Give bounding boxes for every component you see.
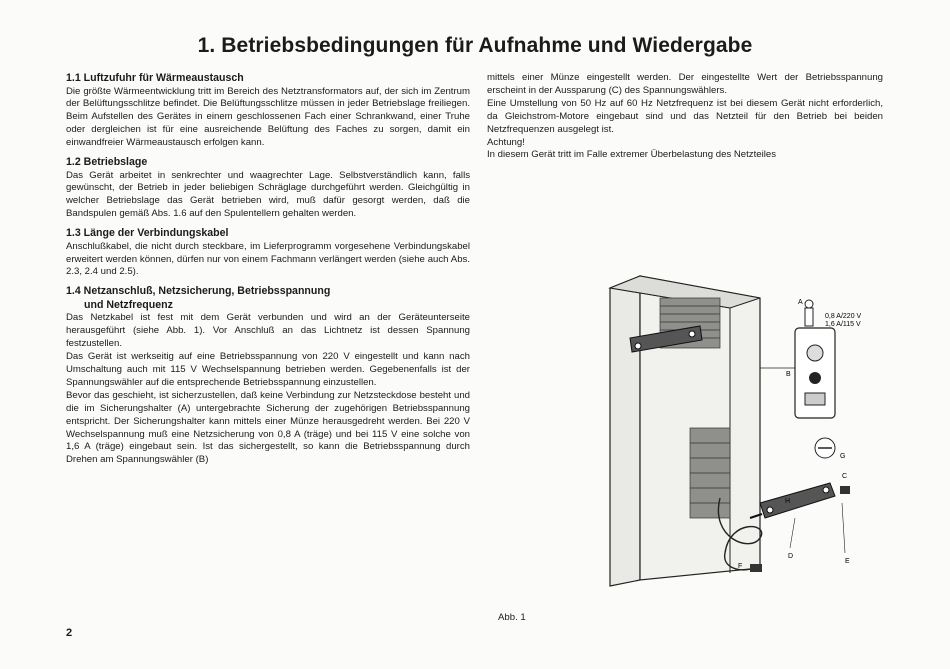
label-e: E <box>845 558 850 565</box>
vent-grille-bottom <box>690 428 730 518</box>
section-text-1-4-p3: Bevor das geschieht, ist sicherzustellen, daß keine Verbindung zur Netzsteckdose besteht und die im Sicherungshalter (A) untergebrachte Sicherung der zugehörigen Betriebsspannung entspricht. Der Sicherungshalter kann mittels einer Münze herausgedreht werden. Bei 220 V Wechselspannung muß eine Netzsicherung von 0,8 A (träge) und bei 115 V eine solche von 1,6 A (träge) eingebaut sein. Ist das sichergestellt, so kann die Betriebsspannung durch Drehen am Spannungswähler (B) <box>66 389 470 466</box>
label-b: B <box>786 371 791 378</box>
label-c: C <box>842 473 848 480</box>
voltage-selector-panel <box>795 328 835 418</box>
right-text-p1: mittels einer Münze eingestellt werden. Der eingestellte Wert der Betriebsspannung erscheint in der Aussparung (C) des Spannungswählers. <box>487 72 883 96</box>
left-column <box>66 72 470 467</box>
mounting-bracket-detached <box>750 483 850 518</box>
section-heading-1-4: 1.4 Netzanschluß, Netzsicherung, Betriebsspannung <box>66 285 331 298</box>
section-text-1-3: Anschlußkabel, die nicht durch steckbare, im Lieferprogramm vorgesehene Verbindungskabel erweitert werden können, dürfen nur von einem Fachmann verlängert werden (siehe auch Abs. 2.3, 2.4 und 2.5). <box>66 240 470 278</box>
section-text-1-1: Die größte Wärmeentwicklung tritt im Bereich des Netztransformators auf, der sich im Zentrum der Belüftungsschlitze befindet. Die Belüftungsschlitze müssen in jeder Betriebslage freiliegen. Beim Aufstellen des Gerätes in einem geschlossenen Fach einer Schrankwand, einer Truhe oder dergleichen ist für eine ausreichende Belüftung des Faches zu sorgen, damit ein einwandfreier Wärmeaustausch erfolgen kann. <box>66 85 470 149</box>
page-number: 2 <box>66 627 73 639</box>
fuse-holder <box>805 300 813 326</box>
section-heading-1-3: 1.3 Länge der Verbindungskabel <box>66 227 229 240</box>
right-column <box>487 72 883 162</box>
section-heading-1-2: 1.2 Betriebslage <box>66 156 148 169</box>
section-text-1-2: Das Gerät arbeitet in senkrechter und waagrechter Lage. Selbstverständlich kann, falls gewünscht, der Betrieb in jeder beliebigen Schräglage durchgeführt werden. Gleichgültig in welcher Betriebslage das Gerät betrieben wird, muß dafür gesorgt werden, daß die Bandspulen gemäß Abs. 1.6 auf den Spulentellern gehalten werden. <box>66 169 470 220</box>
section-heading-1-4-cont: und Netzfrequenz <box>84 298 173 311</box>
fuse-rating-1: 0,8 A/220 V <box>825 313 862 320</box>
right-text-p2: Eine Umstellung von 50 Hz auf 60 Hz Netzfrequenz ist bei diesem Gerät nicht erforderlich, da Gleichstrom-Motore eingebaut sind und das Netzteil für den Betrieb bei beiden Netzfrequenzen ausgelegt ist. <box>487 97 883 135</box>
page-title: 1. Betriebsbedingungen für Aufnahme und Wiedergabe <box>197 34 753 57</box>
section-text-1-4-p1: Das Netzkabel ist fest mit dem Gerät verbunden und wird an der Geräteunterseite herausgeführt (siehe Abb. 1). Vor Anschluß an das Lichtnetz ist dessen Spannung festzustellen. <box>66 312 470 350</box>
label-a: A <box>798 299 803 306</box>
figure-caption: Abb. 1 <box>498 612 526 623</box>
fuse-rating-2: 1,6 A/115 V <box>825 321 861 328</box>
label-g: G <box>840 453 846 460</box>
label-f: F <box>738 563 743 570</box>
device-front-panel <box>610 276 640 586</box>
right-text-p4: In diesem Gerät tritt im Falle extremer Überbelastung des Netzteiles <box>487 149 776 161</box>
right-text-p3: Achtung! <box>487 136 525 148</box>
section-heading-1-1: 1.1 Luftzufuhr für Wärmeaustausch <box>66 72 244 84</box>
label-h: H <box>785 498 791 505</box>
section-text-1-4-p2: Das Gerät ist werkseitig auf eine Betriebsspannung von 220 V eingestellt und kann nach Umschaltung auch mit 115 V Wechselspannung betrieben werden. Gegebenenfalls ist der Spannungswähler auf die entsprechende Betriebsspannung einzustellen. <box>66 351 470 388</box>
device-illustration <box>590 268 890 588</box>
label-d: D <box>788 553 794 560</box>
coin-selector-detail <box>815 438 835 458</box>
